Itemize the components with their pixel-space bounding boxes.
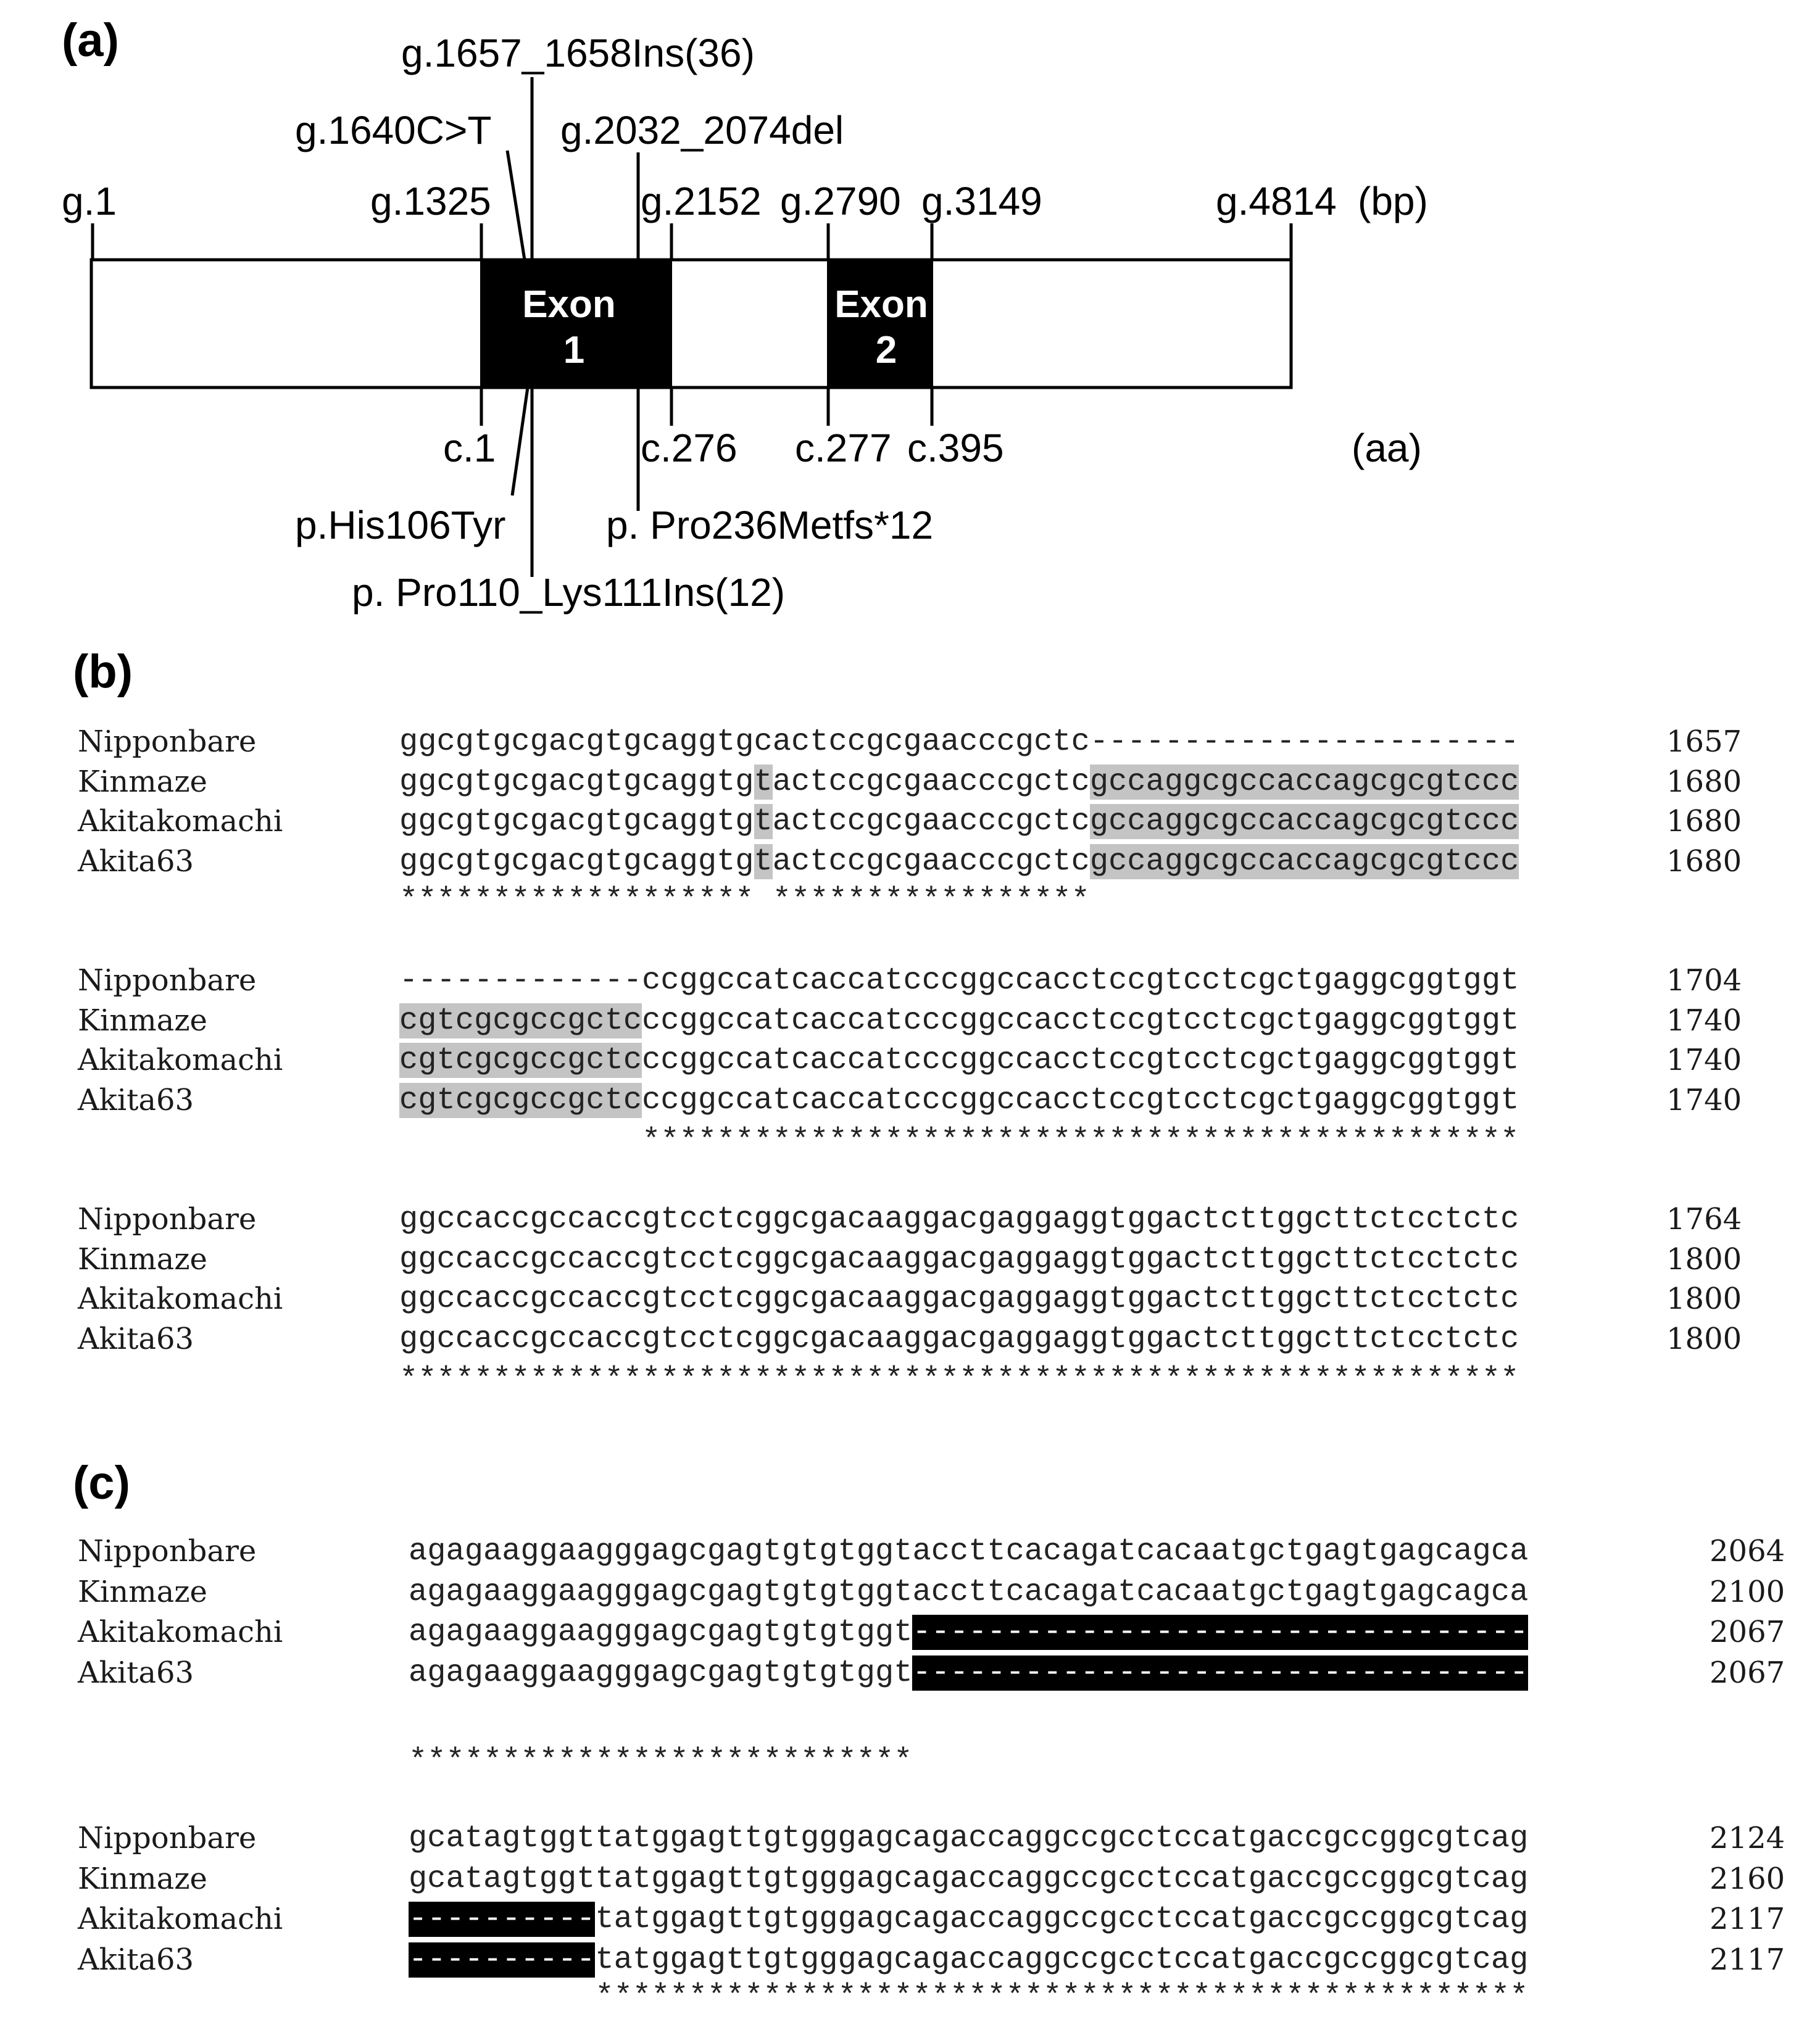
label-c395: c.395 — [907, 426, 1004, 470]
sequence-text: agagaaggaagggagcgagtgtgtggtaccttcacagatcacaatgctgagtgagcagca — [409, 1534, 1529, 1569]
sequence-name: Kinmaze — [78, 1574, 207, 1609]
line-his106tyr — [512, 387, 528, 495]
panel-c-label: (c) — [73, 1457, 130, 1509]
panel-b-label: (b) — [73, 645, 133, 698]
sequence-text: ggccaccgccaccgtcctcggcgacaaggacgaggaggtggactcttggcttctcctctc — [399, 1282, 1519, 1317]
sequence-position: 2160 — [1710, 1861, 1785, 1896]
alignment-highlight: cgtcgcgccgctc — [399, 1003, 642, 1038]
sequence-position: 1764 — [1666, 1202, 1742, 1237]
conservation-stars: *************************** — [409, 1744, 913, 1779]
exon-1-label-num: 1 — [563, 329, 585, 371]
exon-2-label-num: 2 — [875, 329, 897, 371]
sequence-position: 1680 — [1666, 764, 1742, 799]
sequence-position: 2067 — [1710, 1615, 1785, 1649]
sequence-text: ----------tatggagttgtgggagcagaccaggccgcctccatgaccgccggcgtcag — [409, 1902, 1529, 1937]
sequence-position: 2124 — [1710, 1821, 1785, 1855]
sequence-name: Akita63 — [78, 1942, 194, 1977]
sequence-name: Kinmaze — [78, 764, 207, 799]
exon-2-label-word: Exon — [834, 283, 928, 326]
sequence-text: ggcgtgcgacgtgcaggtgtactccgcgaacccgctcgccaggcgccaccagcgcgtccc — [399, 804, 1519, 839]
sequence-position: 1680 — [1666, 843, 1742, 879]
sequence-name: Akita63 — [78, 843, 194, 879]
label-g2152: g.2152 — [641, 179, 762, 223]
conservation-stars: ******************* ***************** — [399, 883, 1090, 918]
label-his106tyr: p.His106Tyr — [295, 503, 506, 547]
gene-structure-diagram — [0, 0, 1820, 623]
sequence-name: Nipponbare — [78, 1534, 257, 1569]
sequence-position: 1680 — [1666, 804, 1742, 839]
sequence-name: Akita63 — [78, 1321, 194, 1356]
label-bp-units: (bp) — [1358, 179, 1428, 223]
sequence-name: Kinmaze — [78, 1241, 207, 1277]
alignment-highlight: gccaggcgccaccagcgcgtccc — [1089, 804, 1519, 839]
label-aa-units: (aa) — [1352, 426, 1422, 470]
panel-a-label: (a) — [62, 14, 119, 67]
sequence-text: agagaaggaagggagcgagtgtgtggtaccttcacagatcacaatgctgagtgagcagca — [409, 1574, 1529, 1610]
sequence-position: 2067 — [1710, 1655, 1785, 1690]
alignment-highlight: --------------------------------- — [912, 1615, 1529, 1650]
sequence-name: Akitakomachi — [78, 1282, 283, 1316]
sequence-text: ----------tatggagttgtgggagcagaccaggccgcctccatgaccgccggcgtcag — [409, 1942, 1529, 1978]
label-g1325: g.1325 — [370, 179, 491, 223]
conservation-stars: ************************************************** — [409, 1979, 1529, 2015]
alignment-highlight: gccaggcgccaccagcgcgtccc — [1089, 764, 1519, 800]
sequence-position: 2064 — [1710, 1534, 1785, 1569]
conservation-stars: ************************************************************ — [399, 1362, 1519, 1398]
sequence-position: 2117 — [1710, 1902, 1785, 1936]
sequence-position: 1740 — [1666, 1082, 1742, 1117]
conservation-stars: *********************************************** — [399, 1124, 1519, 1159]
sequence-text: -------------ccggccatcaccatcccggccacctccgtcctcgctgaggcggtggt — [399, 963, 1519, 998]
gene-body — [91, 260, 1291, 387]
sequence-position: 1740 — [1666, 1043, 1742, 1077]
label-ins36: g.1657_1658Ins(36) — [401, 31, 755, 75]
sequence-text: cgtcgcgccgctcccggccatcaccatcccggccacctccgtcctcgctgaggcggtggt — [399, 1003, 1519, 1038]
sequence-text: ggccaccgccaccgtcctcggcgacaaggacgaggaggtggactcttggcttctcctctc — [399, 1202, 1519, 1237]
alignment-highlight: t — [754, 843, 773, 879]
sequence-position: 1704 — [1666, 963, 1742, 998]
sequence-name: Akita63 — [78, 1655, 194, 1690]
alignment-highlight: ---------- — [409, 1942, 596, 1978]
alignment-highlight: ---------- — [409, 1902, 596, 1937]
sequence-name: Akitakomachi — [78, 1615, 283, 1649]
sequence-name: Akita63 — [78, 1082, 194, 1117]
label-del2032: g.2032_2074del — [560, 108, 844, 152]
sequence-name: Akitakomachi — [78, 1043, 283, 1077]
sequence-text: cgtcgcgccgctcccggccatcaccatcccggccacctccgtcctcgctgaggcggtggt — [399, 1043, 1519, 1078]
exon-1-label-word: Exon — [522, 283, 616, 326]
label-c1640t: g.1640C>T — [295, 108, 492, 152]
sequence-name: Nipponbare — [78, 1202, 257, 1237]
label-pro236: p. Pro236Metfs*12 — [606, 503, 934, 547]
sequence-text: ggcgtgcgacgtgcaggtgcactccgcgaacccgctc----------------------- — [399, 724, 1519, 760]
label-g2790: g.2790 — [780, 179, 901, 223]
sequence-text: gcatagtggttatggagttgtgggagcagaccaggccgcctccatgaccgccggcgtcag — [409, 1861, 1529, 1897]
line-c1640t — [507, 151, 525, 260]
sequence-text: gcatagtggttatggagttgtgggagcagaccaggccgcctccatgaccgccggcgtcag — [409, 1821, 1529, 1856]
sequence-position: 1657 — [1666, 724, 1742, 759]
label-g4814: g.4814 — [1216, 179, 1337, 223]
alignment-highlight: cgtcgcgccgctc — [399, 1043, 642, 1078]
sequence-position: 1800 — [1666, 1321, 1742, 1356]
sequence-position: 1740 — [1666, 1003, 1742, 1038]
alignment-highlight: cgtcgcgccgctc — [399, 1082, 642, 1118]
label-g3149: g.3149 — [921, 179, 1042, 223]
sequence-text: ggcgtgcgacgtgcaggtgtactccgcgaacccgctcgccaggcgccaccagcgcgtccc — [399, 764, 1519, 800]
sequence-text: agagaaggaagggagcgagtgtgtggt--------------------------------- — [409, 1655, 1529, 1691]
sequence-name: Nipponbare — [78, 724, 257, 759]
label-c276: c.276 — [641, 426, 738, 470]
label-c1: c.1 — [443, 426, 496, 470]
sequence-name: Akitakomachi — [78, 1902, 283, 1936]
alignment-highlight: --------------------------------- — [912, 1655, 1529, 1691]
sequence-text: ggcgtgcgacgtgcaggtgtactccgcgaacccgctcgccaggcgccaccagcgcgtccc — [399, 843, 1519, 879]
sequence-name: Akitakomachi — [78, 804, 283, 839]
sequence-name: Nipponbare — [78, 1821, 257, 1855]
alignment-highlight: t — [754, 764, 773, 800]
sequence-position: 1800 — [1666, 1241, 1742, 1277]
label-pro110: p. Pro110_Lys111Ins(12) — [352, 570, 786, 615]
sequence-name: Kinmaze — [78, 1003, 207, 1038]
sequence-position: 2100 — [1710, 1574, 1785, 1609]
alignment-highlight: gccaggcgccaccagcgcgtccc — [1089, 843, 1519, 879]
sequence-position: 2117 — [1710, 1942, 1785, 1977]
sequence-name: Nipponbare — [78, 963, 257, 998]
label-c277: c.277 — [795, 426, 892, 470]
sequence-name: Kinmaze — [78, 1861, 207, 1896]
alignment-highlight: t — [754, 804, 773, 839]
sequence-text: agagaaggaagggagcgagtgtgtggt--------------------------------- — [409, 1615, 1529, 1650]
sequence-text: cgtcgcgccgctcccggccatcaccatcccggccacctccgtcctcgctgaggcggtggt — [399, 1082, 1519, 1118]
label-g1: g.1 — [62, 179, 117, 223]
sequence-text: ggccaccgccaccgtcctcggcgacaaggacgaggaggtggactcttggcttctcctctc — [399, 1321, 1519, 1357]
sequence-position: 1800 — [1666, 1282, 1742, 1316]
sequence-text: ggccaccgccaccgtcctcggcgacaaggacgaggaggtggactcttggcttctcctctc — [399, 1241, 1519, 1277]
